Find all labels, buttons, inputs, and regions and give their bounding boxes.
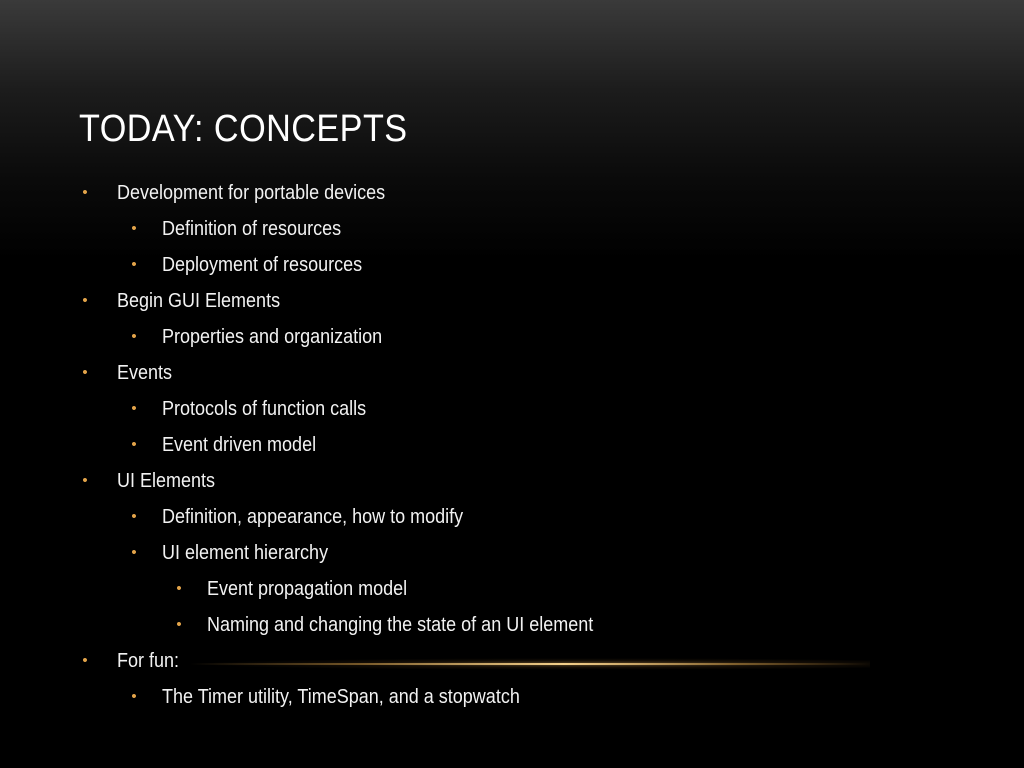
bullet-text: Event driven model (162, 434, 317, 456)
bullet-dot-icon: • (131, 328, 137, 345)
bullet-dot-icon: • (131, 544, 137, 561)
bullet-text: Development for portable devices (117, 182, 386, 204)
bullet-item (131, 503, 497, 531)
bullet-dot-icon: • (131, 256, 137, 273)
bullet-item (131, 431, 333, 459)
bullet-item (82, 179, 415, 207)
bullet-text: Definition of resources (162, 218, 342, 240)
bullet-text: Properties and organization (162, 326, 383, 348)
decorative-glow-line (190, 658, 870, 670)
bullet-dot-icon: • (131, 220, 137, 237)
bullet-item (82, 467, 226, 495)
bullet-item (82, 287, 298, 315)
bullet-dot-icon: • (82, 184, 88, 201)
bullet-dot-icon: • (82, 472, 88, 489)
bullet-text: The Timer utility, TimeSpan, and a stopwatch (162, 686, 520, 708)
bullet-text: Definition, appearance, how to modify (162, 506, 464, 528)
bullet-item (82, 359, 178, 387)
bullet-text: UI Elements (117, 470, 216, 492)
bullet-dot-icon: • (82, 292, 88, 309)
bullet-item (131, 215, 361, 243)
bullet-text: For fun: (117, 650, 180, 672)
bullet-text: Deployment of resources (162, 254, 363, 276)
bullet-item (82, 647, 186, 675)
bullet-item (176, 611, 636, 639)
bullet-item (131, 683, 560, 711)
bullet-text: Event propagation model (207, 578, 408, 600)
bullet-dot-icon: • (82, 364, 88, 381)
bullet-dot-icon: • (176, 616, 182, 633)
bullet-item (131, 323, 407, 351)
slide-title: TODAY: CONCEPTS (79, 108, 408, 150)
bullet-dot-icon: • (131, 508, 137, 525)
bullet-dot-icon: • (131, 400, 137, 417)
bullet-item (131, 539, 347, 567)
bullet-item (131, 251, 384, 279)
bullet-item (176, 575, 429, 603)
bullet-text: Events (117, 362, 173, 384)
bullet-text: Begin GUI Elements (117, 290, 281, 312)
bullet-dot-icon: • (131, 436, 137, 453)
bullet-dot-icon: • (82, 652, 88, 669)
bullet-text: UI element hierarchy (162, 542, 329, 564)
bullet-dot-icon: • (176, 580, 182, 597)
bullet-dot-icon: • (131, 688, 137, 705)
bullet-text: Protocols of function calls (162, 398, 367, 420)
bullet-text: Naming and changing the state of an UI element (207, 614, 594, 636)
bullet-item (131, 395, 389, 423)
